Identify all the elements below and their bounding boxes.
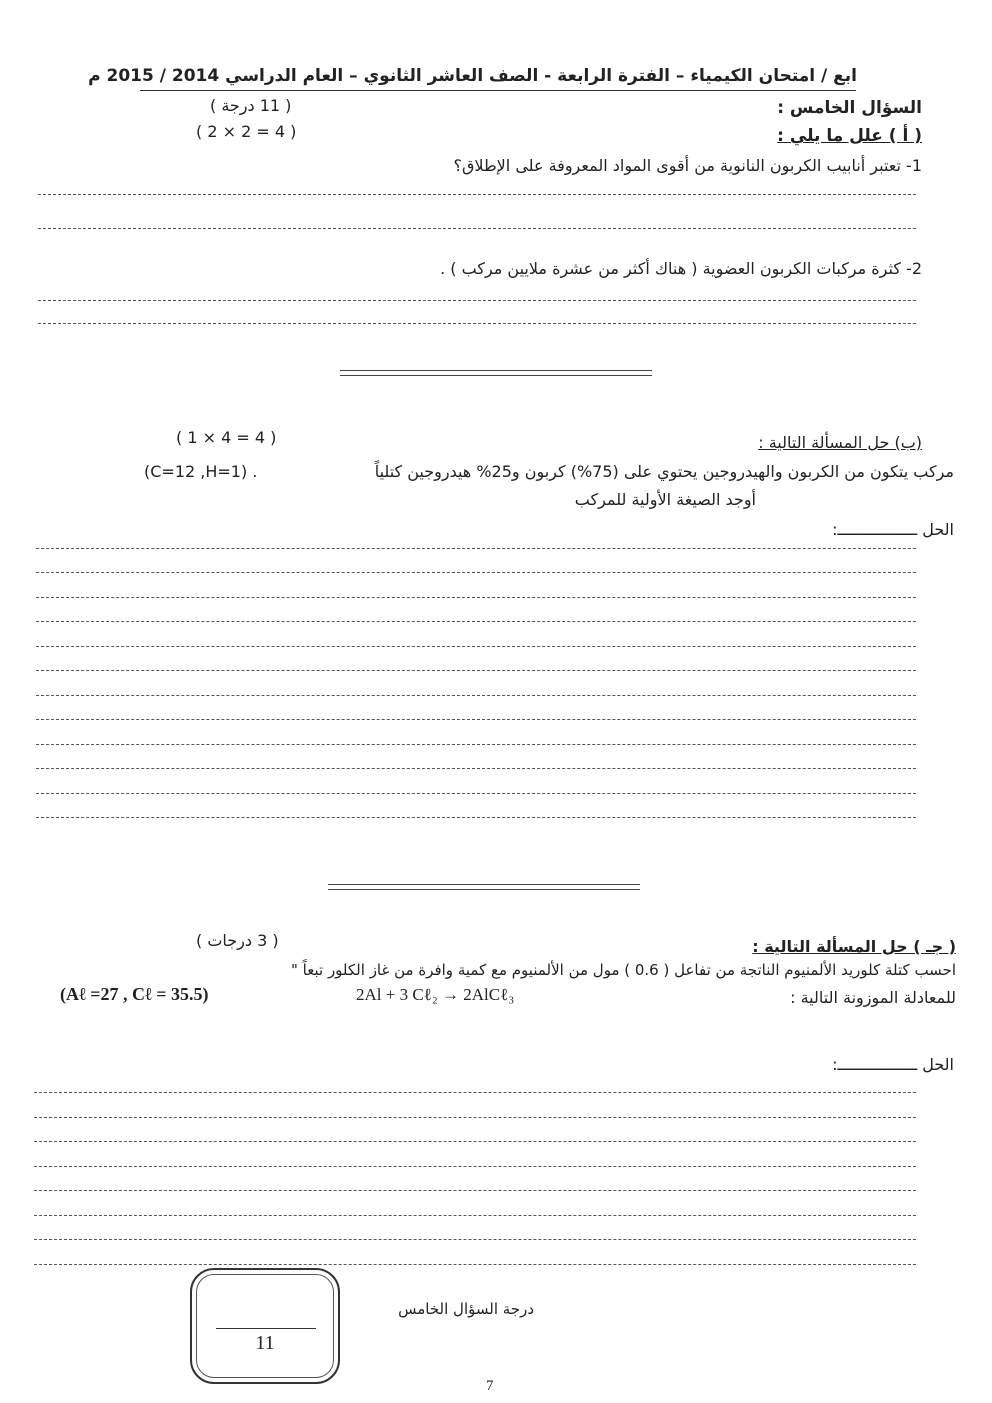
answer-line (34, 1117, 916, 1118)
answer-line (34, 1264, 916, 1265)
answer-line (36, 817, 916, 818)
answer-line (36, 646, 916, 647)
score-box-fraction-line (216, 1328, 316, 1329)
exam-header: ابع / امتحان الكيمياء – الفترة الرابعة - الصف العاشر الثانوي – العام الدراسي 2014 / 2015 م (88, 66, 857, 86)
answer-line (34, 1141, 916, 1142)
part-b-atomic-masses: (C=12 ,H=1) . (144, 462, 258, 481)
part-b-statement: مركب يتكون من الكربون والهيدروجين يحتوي على (75%) كربون و25% هيدروجين كتلياً (374, 462, 954, 481)
answer-line (34, 1190, 916, 1191)
part-c-atomic-masses: (Aℓ =27 , Cℓ = 35.5) (60, 984, 209, 1004)
score-total: 11 (255, 1332, 275, 1354)
answer-line (36, 597, 916, 598)
answer-line (34, 1092, 916, 1093)
part-b-marks: ( 1 × 4 = 4 ) (176, 428, 277, 447)
score-box (190, 1268, 340, 1384)
answer-line (36, 793, 916, 794)
part-b-task: أوجد الصيغة الأولية للمركب (574, 490, 756, 509)
answer-line (38, 194, 916, 195)
header-underline (140, 90, 856, 91)
answer-line (34, 1215, 916, 1216)
question-label: السؤال الخامس : (777, 98, 922, 118)
part-c-solution-label: الحل ـــــــــــــــــ: (832, 1055, 954, 1074)
section-separator (328, 884, 640, 890)
page-number: 7 (486, 1378, 494, 1394)
answer-line (38, 300, 916, 301)
answer-line (34, 1239, 916, 1240)
score-box-inner-border (196, 1274, 334, 1378)
answer-line (36, 670, 916, 671)
answer-line (38, 323, 916, 324)
answer-line (38, 228, 916, 229)
part-c-statement: احسب كتلة كلوريد الألمنيوم الناتجة من تفاعل ( 0.6 ) مول من الألمنيوم مع كمية وافرة من غاز الكلور تبعاً " (291, 961, 956, 979)
part-a-marks: ( 2 × 2 = 4 ) (196, 122, 297, 141)
answer-line (36, 695, 916, 696)
part-c-equation-intro: للمعادلة الموزونة التالية : (790, 988, 956, 1007)
part-b-heading: (ب) حل المسألة التالية : (758, 433, 922, 452)
part-a-item-2: 2- كثرة مركبات الكربون العضوية ( هناك أكثر من عشرة ملايين مركب ) . (440, 259, 922, 278)
answer-line (34, 1166, 916, 1167)
answer-line (36, 719, 916, 720)
part-a-item-1: 1- تعتبر أنابيب الكربون النانوية من أقوى المواد المعروفة على الإطلاق؟ (453, 156, 922, 175)
part-a-heading: ( أ ) علل ما يلي : (777, 126, 922, 146)
section-separator (340, 370, 652, 376)
score-label: درجة السؤال الخامس (398, 1300, 534, 1318)
answer-line (36, 548, 916, 549)
answer-line (36, 744, 916, 745)
part-b-solution-label: الحل ـــــــــــــــــ: (832, 520, 954, 539)
answer-line (36, 621, 916, 622)
part-c-equation: 2Al + 3 Cℓ₂ → 2AlCℓ₃ (356, 985, 515, 1004)
question-total-marks: ( 11 درجة ) (210, 96, 292, 115)
answer-line (36, 768, 916, 769)
part-c-heading: ( جـ ) حل المسألة التالية : (752, 937, 956, 956)
part-c-marks: ( 3 درجات ) (196, 931, 279, 950)
answer-line (36, 572, 916, 573)
